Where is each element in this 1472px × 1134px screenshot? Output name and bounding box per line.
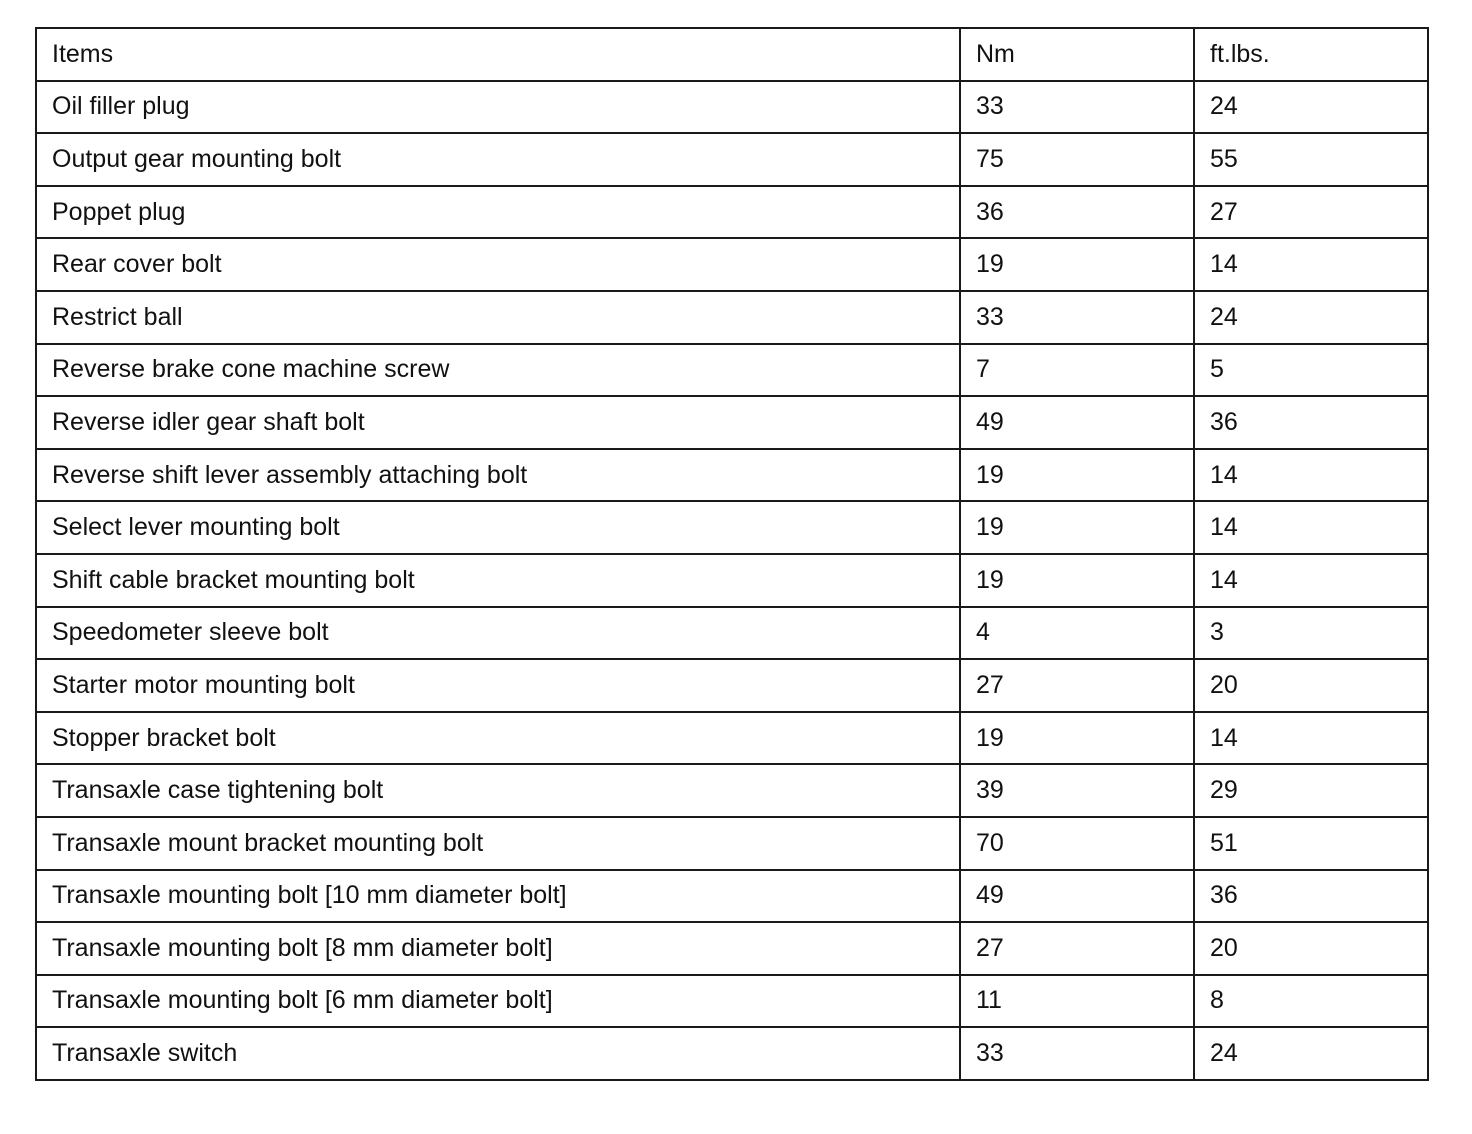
table-row <box>36 817 1428 870</box>
torque-ftlbs-cell: 36 <box>1194 396 1428 449</box>
torque-ftlbs-cell: 55 <box>1194 133 1428 186</box>
item-name-cell: Restrict ball <box>36 291 960 344</box>
header-row <box>36 28 1428 81</box>
torque-nm-cell: 36 <box>960 186 1194 239</box>
table-row <box>36 81 1428 134</box>
torque-nm-cell: 27 <box>960 659 1194 712</box>
item-name-cell: Transaxle case tightening bolt <box>36 764 960 817</box>
torque-specifications-table <box>35 27 1429 1081</box>
table-row <box>36 238 1428 291</box>
torque-nm-cell: 4 <box>960 607 1194 660</box>
item-name-cell: Transaxle switch <box>36 1027 960 1080</box>
torque-ftlbs-cell: 14 <box>1194 449 1428 502</box>
table-row <box>36 291 1428 344</box>
torque-nm-cell: 39 <box>960 764 1194 817</box>
table-row <box>36 764 1428 817</box>
torque-nm-cell: 11 <box>960 975 1194 1028</box>
torque-ftlbs-cell: 5 <box>1194 344 1428 397</box>
torque-ftlbs-cell: 14 <box>1194 238 1428 291</box>
item-name-cell: Transaxle mounting bolt [10 mm diameter bolt] <box>36 870 960 923</box>
table-row <box>36 922 1428 975</box>
torque-ftlbs-cell: 20 <box>1194 922 1428 975</box>
torque-nm-cell: 33 <box>960 81 1194 134</box>
item-name-cell: Output gear mounting bolt <box>36 133 960 186</box>
torque-ftlbs-cell: 3 <box>1194 607 1428 660</box>
item-name-cell: Speedometer sleeve bolt <box>36 607 960 660</box>
torque-nm-cell: 19 <box>960 554 1194 607</box>
header-nm: Nm <box>960 28 1194 81</box>
table-body <box>36 81 1428 1080</box>
torque-ftlbs-cell: 20 <box>1194 659 1428 712</box>
item-name-cell: Stopper bracket bolt <box>36 712 960 765</box>
torque-ftlbs-cell: 27 <box>1194 186 1428 239</box>
item-name-cell: Shift cable bracket mounting bolt <box>36 554 960 607</box>
table-row <box>36 554 1428 607</box>
torque-nm-cell: 49 <box>960 396 1194 449</box>
header-ftlbs: ft.lbs. <box>1194 28 1428 81</box>
table-row <box>36 449 1428 502</box>
item-name-cell: Reverse shift lever assembly attaching bolt <box>36 449 960 502</box>
torque-nm-cell: 19 <box>960 501 1194 554</box>
torque-ftlbs-cell: 14 <box>1194 554 1428 607</box>
torque-ftlbs-cell: 29 <box>1194 764 1428 817</box>
torque-ftlbs-cell: 24 <box>1194 291 1428 344</box>
torque-nm-cell: 33 <box>960 1027 1194 1080</box>
item-name-cell: Rear cover bolt <box>36 238 960 291</box>
table-row <box>36 1027 1428 1080</box>
torque-nm-cell: 70 <box>960 817 1194 870</box>
item-name-cell: Starter motor mounting bolt <box>36 659 960 712</box>
table-row <box>36 186 1428 239</box>
table-row <box>36 396 1428 449</box>
torque-ftlbs-cell: 8 <box>1194 975 1428 1028</box>
torque-nm-cell: 49 <box>960 870 1194 923</box>
item-name-cell: Transaxle mounting bolt [8 mm diameter bolt] <box>36 922 960 975</box>
torque-ftlbs-cell: 24 <box>1194 81 1428 134</box>
table-row <box>36 659 1428 712</box>
torque-ftlbs-cell: 51 <box>1194 817 1428 870</box>
item-name-cell: Select lever mounting bolt <box>36 501 960 554</box>
torque-ftlbs-cell: 14 <box>1194 712 1428 765</box>
torque-ftlbs-cell: 14 <box>1194 501 1428 554</box>
table-row <box>36 870 1428 923</box>
table-row <box>36 344 1428 397</box>
table-row <box>36 975 1428 1028</box>
item-name-cell: Reverse idler gear shaft bolt <box>36 396 960 449</box>
table-row <box>36 133 1428 186</box>
item-name-cell: Oil filler plug <box>36 81 960 134</box>
table-row <box>36 607 1428 660</box>
torque-nm-cell: 7 <box>960 344 1194 397</box>
torque-nm-cell: 19 <box>960 712 1194 765</box>
torque-nm-cell: 19 <box>960 449 1194 502</box>
table-header <box>36 28 1428 81</box>
item-name-cell: Transaxle mounting bolt [6 mm diameter bolt] <box>36 975 960 1028</box>
torque-nm-cell: 19 <box>960 238 1194 291</box>
header-items: Items <box>36 28 960 81</box>
item-name-cell: Reverse brake cone machine screw <box>36 344 960 397</box>
torque-ftlbs-cell: 24 <box>1194 1027 1428 1080</box>
torque-nm-cell: 75 <box>960 133 1194 186</box>
item-name-cell: Transaxle mount bracket mounting bolt <box>36 817 960 870</box>
table-row <box>36 501 1428 554</box>
table-row <box>36 712 1428 765</box>
item-name-cell: Poppet plug <box>36 186 960 239</box>
torque-nm-cell: 33 <box>960 291 1194 344</box>
torque-nm-cell: 27 <box>960 922 1194 975</box>
torque-ftlbs-cell: 36 <box>1194 870 1428 923</box>
